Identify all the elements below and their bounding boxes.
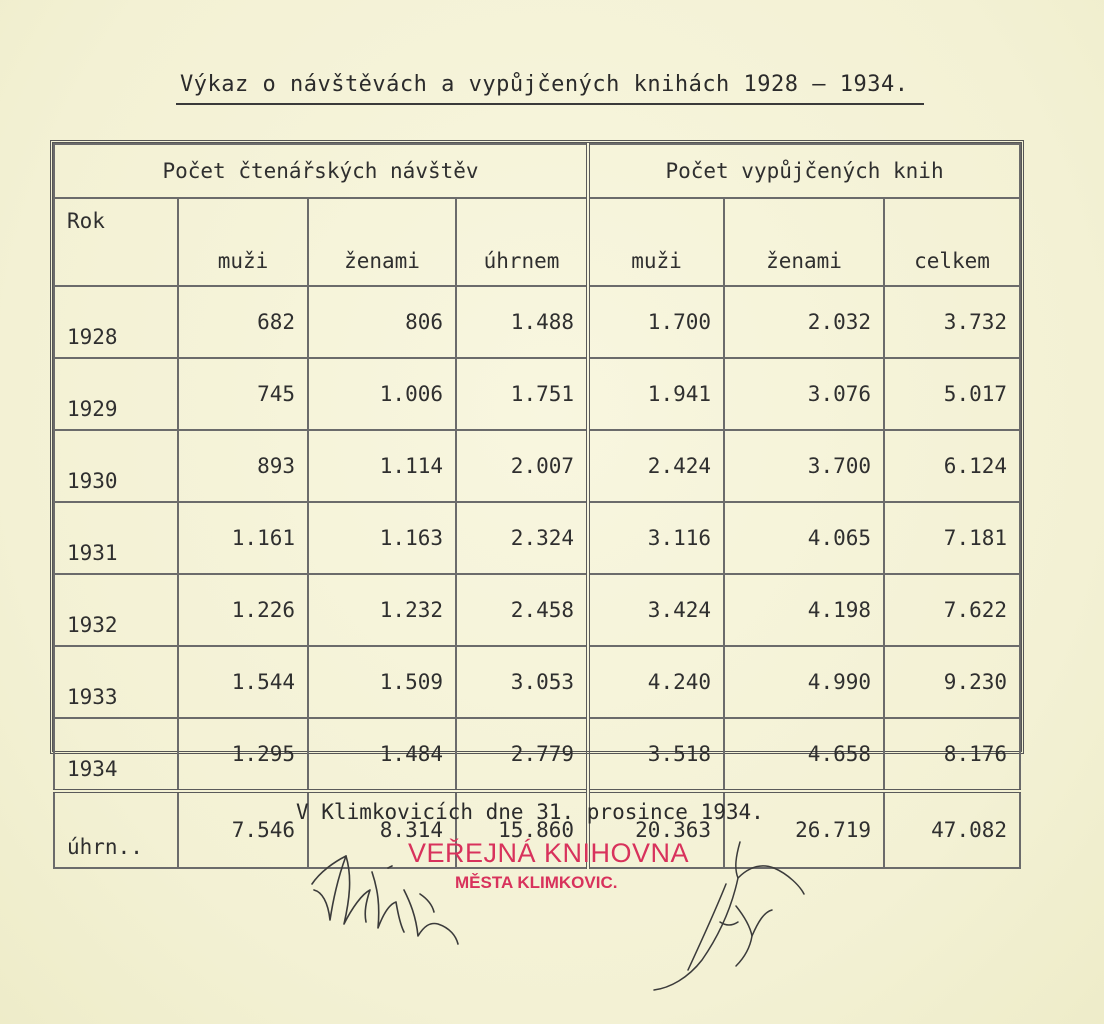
- row-year: 1928: [54, 286, 178, 358]
- cell: 2.007: [456, 430, 588, 502]
- cell: 1.161: [178, 502, 308, 574]
- row-year: 1929: [54, 358, 178, 430]
- table-row: [54, 718, 1020, 791]
- title-underline: [176, 103, 924, 105]
- header-visits-men: muži: [178, 198, 308, 286]
- table-row: [54, 502, 1020, 574]
- cell: 1.226: [178, 574, 308, 646]
- total-cell: 20.363: [588, 791, 724, 868]
- header-rok: Rok: [54, 198, 178, 286]
- cell: 4.240: [588, 646, 724, 718]
- cell: 1.114: [308, 430, 456, 502]
- place-date-line: V Klimkovicích dne 31. prosince 1934.: [296, 800, 764, 824]
- cell: 3.076: [724, 358, 884, 430]
- cell: 2.324: [456, 502, 588, 574]
- cell: 1.163: [308, 502, 456, 574]
- cell: 4.658: [724, 718, 884, 791]
- cell: 3.700: [724, 430, 884, 502]
- cell: 1.751: [456, 358, 588, 430]
- cell: 3.116: [588, 502, 724, 574]
- cell: 5.017: [884, 358, 1020, 430]
- row-year: 1931: [54, 502, 178, 574]
- total-cell: 8.314: [308, 791, 456, 868]
- cell: 4.065: [724, 502, 884, 574]
- cell: 6.124: [884, 430, 1020, 502]
- cell: 806: [308, 286, 456, 358]
- statistics-table: [53, 143, 1021, 869]
- cell: 8.176: [884, 718, 1020, 791]
- cell: 3.518: [588, 718, 724, 791]
- cell: 3.732: [884, 286, 1020, 358]
- table-row: [54, 358, 1020, 430]
- cell: 2.779: [456, 718, 588, 791]
- library-stamp-line1: VEŘEJNÁ KNIHOVNA: [408, 838, 690, 868]
- row-year: 1930: [54, 430, 178, 502]
- cell: 7.622: [884, 574, 1020, 646]
- row-year: 1932: [54, 574, 178, 646]
- cell: 9.230: [884, 646, 1020, 718]
- cell: 1.941: [588, 358, 724, 430]
- header-books-men: muži: [588, 198, 724, 286]
- total-cell: 47.082: [884, 791, 1020, 868]
- row-year: 1933: [54, 646, 178, 718]
- cell: 3.424: [588, 574, 724, 646]
- cell: 1.544: [178, 646, 308, 718]
- total-cell: 15.860: [456, 791, 588, 868]
- group-header-row: [54, 144, 1020, 198]
- header-books-total: celkem: [884, 198, 1020, 286]
- table-row: [54, 286, 1020, 358]
- header-visits-total: úhrnem: [456, 198, 588, 286]
- total-cell: 26.719: [724, 791, 884, 868]
- cell: 1.232: [308, 574, 456, 646]
- table-row: [54, 430, 1020, 502]
- table-row: [54, 646, 1020, 718]
- cell: 1.484: [308, 718, 456, 791]
- cell: 893: [178, 430, 308, 502]
- cell: 2.458: [456, 574, 588, 646]
- cell: 1.488: [456, 286, 588, 358]
- table-row: [54, 574, 1020, 646]
- group-header-books: Počet vypůjčených knih: [588, 144, 1020, 198]
- cell: 682: [178, 286, 308, 358]
- sub-header-row: [54, 198, 1020, 286]
- cell: 4.990: [724, 646, 884, 718]
- cell: 1.295: [178, 718, 308, 791]
- cell: 4.198: [724, 574, 884, 646]
- cell: 1.700: [588, 286, 724, 358]
- cell: 7.181: [884, 502, 1020, 574]
- row-year: 1934: [54, 718, 178, 791]
- cell: 3.053: [456, 646, 588, 718]
- cell: 2.424: [588, 430, 724, 502]
- cell: 1.006: [308, 358, 456, 430]
- header-visits-women: ženami: [308, 198, 456, 286]
- cell: 2.032: [724, 286, 884, 358]
- cell: 1.509: [308, 646, 456, 718]
- document-title: Výkaz o návštěvách a vypůjčených knihách 1928 – 1934.: [180, 72, 909, 97]
- total-label: úhrn..: [54, 791, 178, 868]
- total-cell: 7.546: [178, 791, 308, 868]
- header-books-women: ženami: [724, 198, 884, 286]
- cell: 745: [178, 358, 308, 430]
- group-header-visits: Počet čtenářských návštěv: [54, 144, 588, 198]
- library-stamp-line2: MĚSTA KLIMKOVIC.: [455, 873, 618, 892]
